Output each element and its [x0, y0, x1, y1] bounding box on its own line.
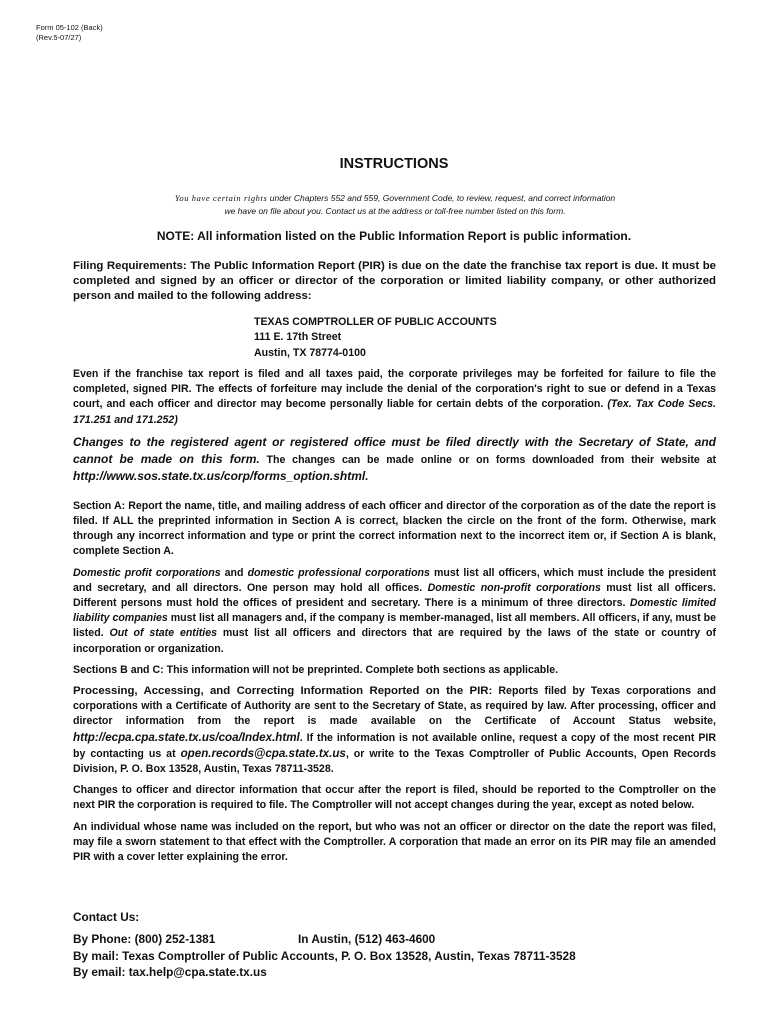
- contact-heading: Contact Us:: [73, 910, 140, 924]
- contact-austin-phone: In Austin, (512) 463-4600: [298, 932, 436, 947]
- contact-phone: By Phone: (800) 252-1381: [73, 932, 216, 947]
- section-a-paragraph: Section A: Report the name, title, and mailing address of each officer and director of the corporation as of the date the report is filed. If ALL the preprinted information in Section A is correct, blacken the circle on the front of the form. Otherwise, mark through any incorrect information and type or print the correct information next to the incorrect item or, if Section A is blank, complete Section A.: [73, 499, 716, 558]
- page-title: INSTRUCTIONS: [339, 156, 449, 172]
- rights-notice: [60, 192, 730, 218]
- contact-mail: By mail: Texas Comptroller of Public Accounts, P. O. Box 13528, Austin, Texas 78711-3528: [73, 948, 576, 963]
- forfeiture-paragraph: Even if the franchise tax report is filed and all taxes paid, the corporate privileges may be forfeited for failure to file the completed, signed PIR. The effects of forfeiture may include the denial of the corporation's right to sue or defend in a Texas court, and each officer and director may become personally liable for certain debts of the corporation. (Tex. Tax Code Secs. 171.251 and 171.252): [73, 368, 716, 426]
- address-line-3: Austin, TX 78774-0100: [254, 346, 366, 359]
- form-id: [36, 23, 103, 43]
- coa-link[interactable]: http://ecpa.cpa.state.tx.us/coa/Index.html: [73, 730, 300, 744]
- address-line-1: TEXAS COMPTROLLER OF PUBLIC ACCOUNTS: [254, 316, 497, 328]
- domestic-paragraph: Domestic profit corporations and domestic professional corporations must list all officers, which must include the president and secretary, and all directors. One person may hold all offices. Domestic non-profit corporations must list all officers. Different persons must hold the offices of president and secretary. There is a minimum of three directors. Domestic limited liability companies must list all managers and, if the company is member-managed, list all members. All officers, if any, must be listed. Out of state entities must list all officers and directors that are required by the laws of the state or country of incorporation or organization.: [73, 566, 716, 655]
- filing-requirements: [73, 259, 716, 311]
- sections-bc-paragraph: Sections B and C: This information will not be preprinted. Complete both sections as applicable.: [73, 663, 559, 676]
- mailing-address: [254, 315, 497, 361]
- sos-link[interactable]: http://www.sos.state.tx.us/corp/forms_option.shtml.: [73, 468, 369, 483]
- form-number: Form 05-102 (Back): [36, 23, 103, 32]
- contact-email: By email: tax.help@cpa.state.tx.us: [73, 965, 267, 980]
- processing-paragraph: Processing, Accessing, and Correcting Information Reported on the PIR: Reports filed by Texas corporations and corporations with a Certificate of Authority are sent to the Secretary of State, as required by law. After processing, officer and director information from the report is made available on the Certificate of Account Status website, http://ecpa.cpa.state.tx.us/coa/Index.html. If the information is not available online, request a copy of the most recent PIR by contacting us at open.records@cpa.state.tx.us, or write to the Texas Comptroller of Public Accounts, Open Records Division, P. O. Box 13528, Austin, Texas 78711-3528.: [73, 685, 716, 776]
- form-revision: (Rev.5-07/27): [36, 33, 82, 42]
- changes-paragraph: Changes to the registered agent or registered office must be filed directly with the Secretary of State, and cannot be made on this form. The changes can be made online or on forms downloaded from their website at http://www.sos.state.tx.us/corp/forms_option.shtml.: [73, 434, 716, 483]
- open-records-email[interactable]: open.records@cpa.state.tx.us: [180, 746, 346, 760]
- sworn-paragraph: An individual whose name was included on the report, but who was not an officer or director on the date the report was filed, may file a sworn statement to that effect with the Comptroller. A corporation that made an error on its PIR may file an amended PIR with a cover letter explaining the error.: [73, 820, 716, 864]
- rights-lead: You have certain rights: [174, 193, 268, 203]
- filing-text: The Public Information Report (PIR) is due on the date the franchise tax report is due. It must be completed and signed by an officer or director of the corporation or limited liability company, or other authorized person and mailed to the following address:: [73, 260, 716, 303]
- contact-phone-row: [73, 931, 716, 947]
- public-info-note: NOTE: All information listed on the Public Information Report is public information.: [156, 229, 632, 243]
- rights-line2: we have on file about you. Contact us at the address or toll-free number listed on this form.: [224, 206, 566, 216]
- filing-label: Filing Requirements:: [73, 260, 187, 272]
- changes-after-paragraph: Changes to officer and director information that occur after the report is filed, should be reported to the Comptroller on the next PIR the corporation is required to file. The Comptroller will not accept changes during the year, except as noted below.: [73, 784, 716, 812]
- rights-rest: under Chapters 552 and 559, Government Code, to review, request, and correct information: [267, 193, 616, 203]
- address-line-2: 111 E. 17th Street: [254, 331, 342, 344]
- contact-section: [73, 909, 716, 981]
- body-main: [73, 367, 716, 871]
